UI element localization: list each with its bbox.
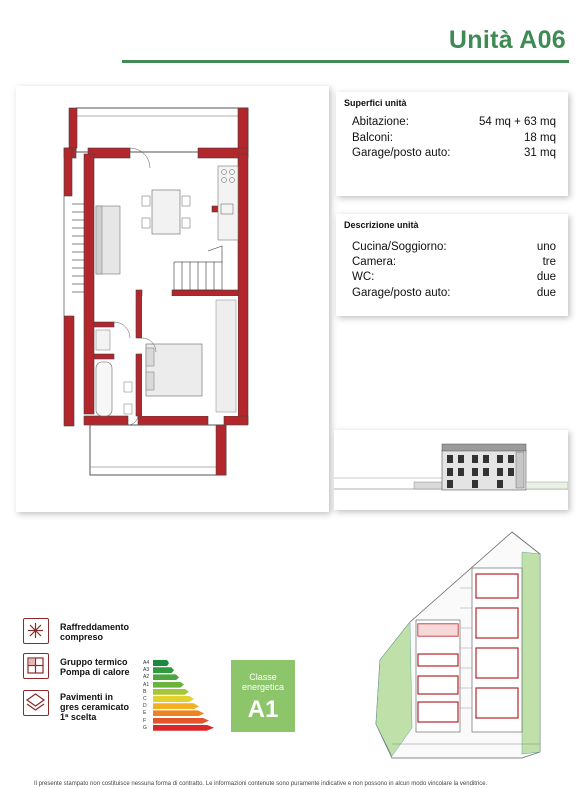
energy-class-label: A2 [143, 674, 150, 681]
feature-label [60, 622, 129, 642]
energy-class-label: G [143, 724, 147, 731]
unit-title: Unità A06 [448, 26, 566, 54]
energy-class-label: C [143, 696, 147, 702]
energy-class-fill [153, 725, 214, 731]
description-row [352, 256, 556, 268]
heat-pump-icon [23, 653, 49, 679]
energy-class-fill [153, 710, 204, 716]
feature-line: Pompa di calore [60, 667, 130, 677]
energy-class-fill [153, 696, 194, 702]
surface-value: 31 mq [524, 147, 556, 159]
description-card [336, 214, 568, 316]
energy-class-fill [153, 703, 199, 709]
energy-class-fill [153, 682, 184, 688]
energy-class-label: D [143, 703, 147, 710]
feature-line: Gruppo termico [60, 657, 128, 667]
tiles-icon [23, 690, 49, 716]
floor-plan [16, 86, 329, 512]
description-label: Garage/posto auto: [352, 287, 451, 299]
energy-class-label: F [143, 717, 147, 724]
surface-row [352, 147, 556, 159]
description-value: due [536, 271, 556, 283]
energy-class-bar [143, 703, 199, 709]
energy-badge-line2: energetica [241, 682, 285, 692]
feature-label [60, 657, 130, 677]
energy-class-fill [153, 689, 189, 695]
description-label: Camera: [352, 256, 397, 268]
description-heading: Descrizione unità [344, 220, 419, 230]
energy-class-bar [143, 660, 169, 666]
surfaces-card [336, 92, 568, 196]
surface-label: Balconi: [352, 132, 393, 144]
description-value: uno [536, 241, 556, 253]
feature-line: gres ceramicato [60, 702, 130, 712]
surface-value: 18 mq [524, 132, 556, 144]
energy-class-label: A3 [143, 667, 150, 674]
description-value: tre [542, 256, 556, 268]
description-value: due [536, 287, 556, 299]
surface-value: 54 mq + 63 mq [478, 116, 556, 128]
surface-label: Garage/posto auto: [352, 147, 451, 159]
energy-class-bar [143, 667, 174, 673]
surfaces-heading: Superfici unità [344, 98, 407, 108]
description-row [352, 241, 556, 253]
feature-label [60, 692, 129, 722]
site-plan [372, 528, 572, 760]
snowflake-icon [23, 618, 49, 644]
energy-class-fill [153, 667, 174, 673]
energy-badge-line1: Classe [249, 672, 277, 682]
energy-class-label: A1 [143, 681, 150, 688]
energy-class-fill [153, 674, 179, 680]
energy-scale [143, 660, 217, 732]
energy-class-label: A4 [143, 660, 150, 666]
description-row [352, 271, 556, 283]
disclaimer: Il presente stampato non costituisce nessuna forma di contratto. Le informazioni contenute sono puramente indicative e non possono in alcun modo vincolare la venditrice. [34, 781, 488, 787]
energy-badge [231, 660, 295, 732]
feature-line: 1ª scelta [60, 712, 97, 722]
energy-class-fill [153, 718, 209, 724]
energy-badge-value: A1 [247, 696, 279, 723]
elevation-card [334, 430, 568, 510]
energy-class-label: B [143, 688, 147, 695]
title-rule [122, 60, 569, 63]
energy-class-bar [143, 689, 189, 695]
energy-class-bar [143, 718, 209, 724]
energy-class-label: E [143, 710, 147, 717]
feature-line: Raffreddamento [60, 622, 130, 632]
energy-class-bar [143, 674, 179, 680]
building-elevation [334, 430, 568, 510]
energy-class-bar [143, 725, 214, 731]
feature-line: Pavimenti in [60, 692, 114, 702]
description-label: WC: [352, 271, 375, 283]
surface-label: Abitazione: [352, 116, 409, 128]
description-row [352, 287, 556, 299]
energy-class-fill [153, 660, 169, 666]
description-label: Cucina/Soggiorno: [352, 241, 447, 253]
energy-class-bar [143, 696, 194, 702]
energy-class-bar [143, 682, 184, 688]
feature-line: compreso [60, 632, 104, 642]
surface-row [352, 116, 556, 128]
surface-row [352, 132, 556, 144]
floor-plan-card [16, 86, 329, 512]
energy-class-bar [143, 710, 204, 716]
